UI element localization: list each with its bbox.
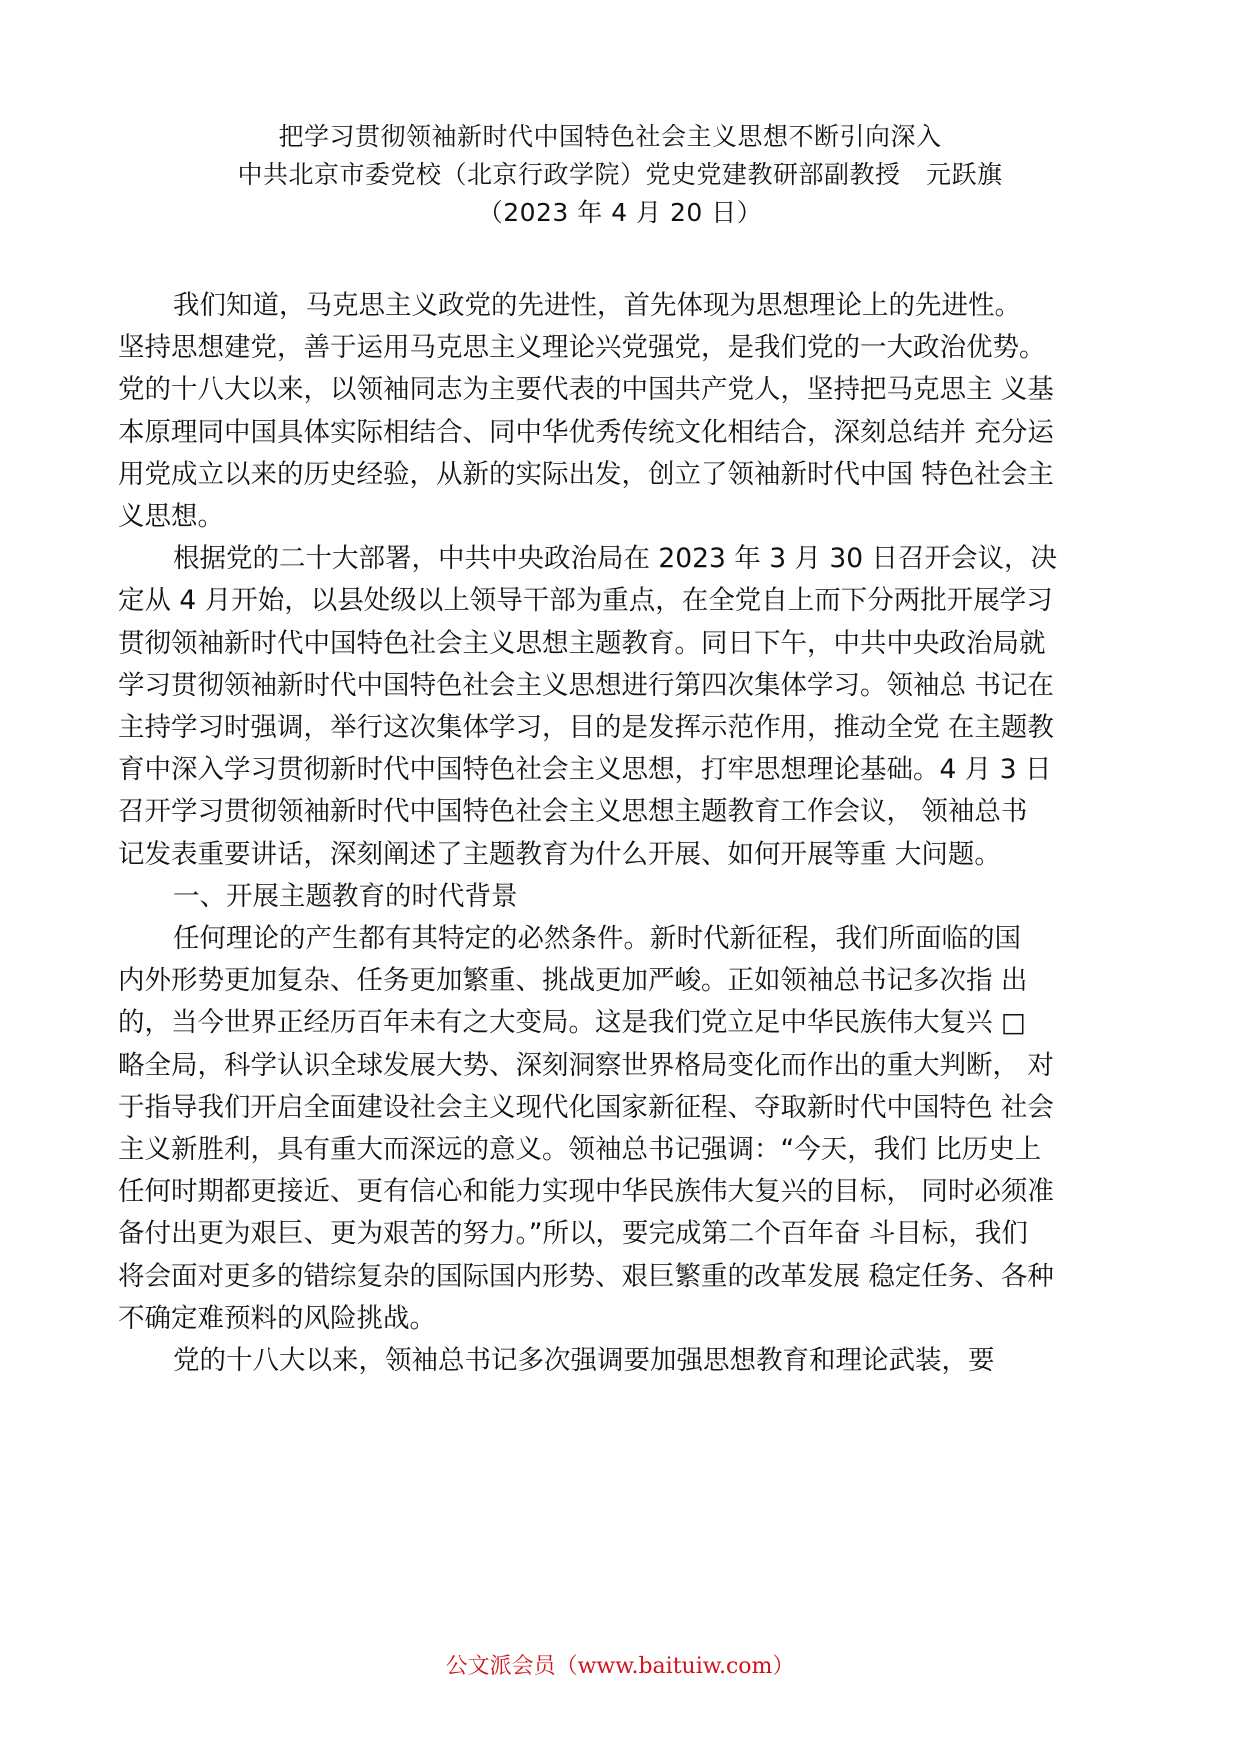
paragraph-line: 主持学习时强调，举行这次集体学习，目的是发挥示范作用，推动全党 在主题教 xyxy=(118,712,1054,744)
paragraph-line: 党的十八大以来，领袖总书记多次强调要加强思想教育和理论武装，要 xyxy=(173,1345,995,1377)
paragraph-line: 不确定难预料的风险挑战。 xyxy=(118,1302,436,1334)
footer-watermark: 公文派会员（www.baituiw.com） xyxy=(445,1654,795,1679)
paragraph-line: 记发表重要讲话，深刻阐述了主题教育为什么开展、如何开展等重 大问题。 xyxy=(118,838,1001,870)
section-heading: 一、开展主题教育的时代背景 xyxy=(173,880,518,912)
paragraph-line: 定从 4 月开始，以县处级以上领导干部为重点，在全党自上而下分两批开展学习 xyxy=(118,585,1053,617)
paragraph-line: 召开学习贯彻领袖新时代中国特色社会主义思想主题教育工作会议， 领袖总书 xyxy=(118,796,1028,828)
paragraph-1 xyxy=(118,285,1123,538)
document-header xyxy=(0,118,1240,232)
paragraph-line: 我们知道，马克思主义政党的先进性，首先体现为思想理论上的先进性。 xyxy=(173,290,1021,321)
paragraph-2 xyxy=(118,538,1123,876)
paragraph-line: 内外形势更加复杂、任务更加繁重、挑战更加严峻。正如领袖总书记多次指 出 xyxy=(118,965,1028,997)
paragraph-line: 于指导我们开启全面建设社会主义现代化国家新征程、夺取新时代中国特色 社会 xyxy=(118,1091,1054,1123)
paragraph-line: 学习贯彻领袖新时代中国特色社会主义思想进行第四次集体学习。领袖总 书记在 xyxy=(118,669,1054,701)
document-date: （2023 年 4 月 20 日） xyxy=(477,198,763,227)
author-line: 中共北京市委党校（北京行政学院）党史党建教研部副教授 元跃旗 xyxy=(237,160,1003,189)
paragraph-line: 育中深入学习贯彻新时代中国特色社会主义思想，打牢思想理论基础。4 月 3 日 xyxy=(118,754,1052,786)
paragraph-line: 根据党的二十大部署，中共中央政治局在 2023 年 3 月 30 日召开会议，决 xyxy=(173,543,1058,575)
paragraph-line: 任何理论的产生都有其特定的必然条件。新时代新征程，我们所面临的国 xyxy=(173,923,1021,955)
paragraph-line: 坚持思想建党，善于运用马克思主义理论兴党强党，是我们党的一大政治优势。 xyxy=(118,332,1046,364)
paragraph-line: 本原理同中国具体实际相结合、同中华优秀传统文化相结合，深刻总结并 充分运 xyxy=(118,416,1054,448)
paragraph-line: 用党成立以来的历史经验，从新的实际出发，创立了领袖新时代中国 特色社会主 xyxy=(118,458,1054,490)
paragraph-4 xyxy=(118,1340,1123,1382)
paragraph-line: 贯彻领袖新时代中国特色社会主义思想主题教育。同日下午，中共中央政治局就 xyxy=(118,627,1046,659)
document-title: 把学习贯彻领袖新时代中国特色社会主义思想不断引向深入 xyxy=(278,122,942,151)
paragraph-line: 主义新胜利，具有重大而深远的意义。领袖总书记强调：“今天，我们 比历史上 xyxy=(118,1134,1042,1166)
paragraph-line: 的，当今世界正经历百年未有之大变局。这是我们党立足中华民族伟大复兴 □ xyxy=(118,1007,1026,1039)
paragraph-line: 将会面对更多的错综复杂的国际国内形势、艰巨繁重的改革发展 稳定任务、各种 xyxy=(118,1260,1054,1292)
paragraph-line: 任何时期都更接近、更有信心和能力实现中华民族伟大复兴的目标， 同时必须准 xyxy=(118,1176,1054,1208)
paragraph-line: 备付出更为艰巨、更为艰苦的努力。”所以，要完成第二个百年奋 斗目标，我们 xyxy=(118,1218,1028,1250)
document-body xyxy=(118,285,1123,1382)
paragraph-line: 党的十八大以来，以领袖同志为主要代表的中国共产党人，坚持把马克思主 义基 xyxy=(118,374,1054,406)
paragraph-3 xyxy=(118,918,1123,1340)
paragraph-line: 义思想。 xyxy=(118,501,224,533)
paragraph-line: 略全局，科学认识全球发展大势、深刻洞察世界格局变化而作出的重大判断， 对 xyxy=(118,1049,1054,1081)
